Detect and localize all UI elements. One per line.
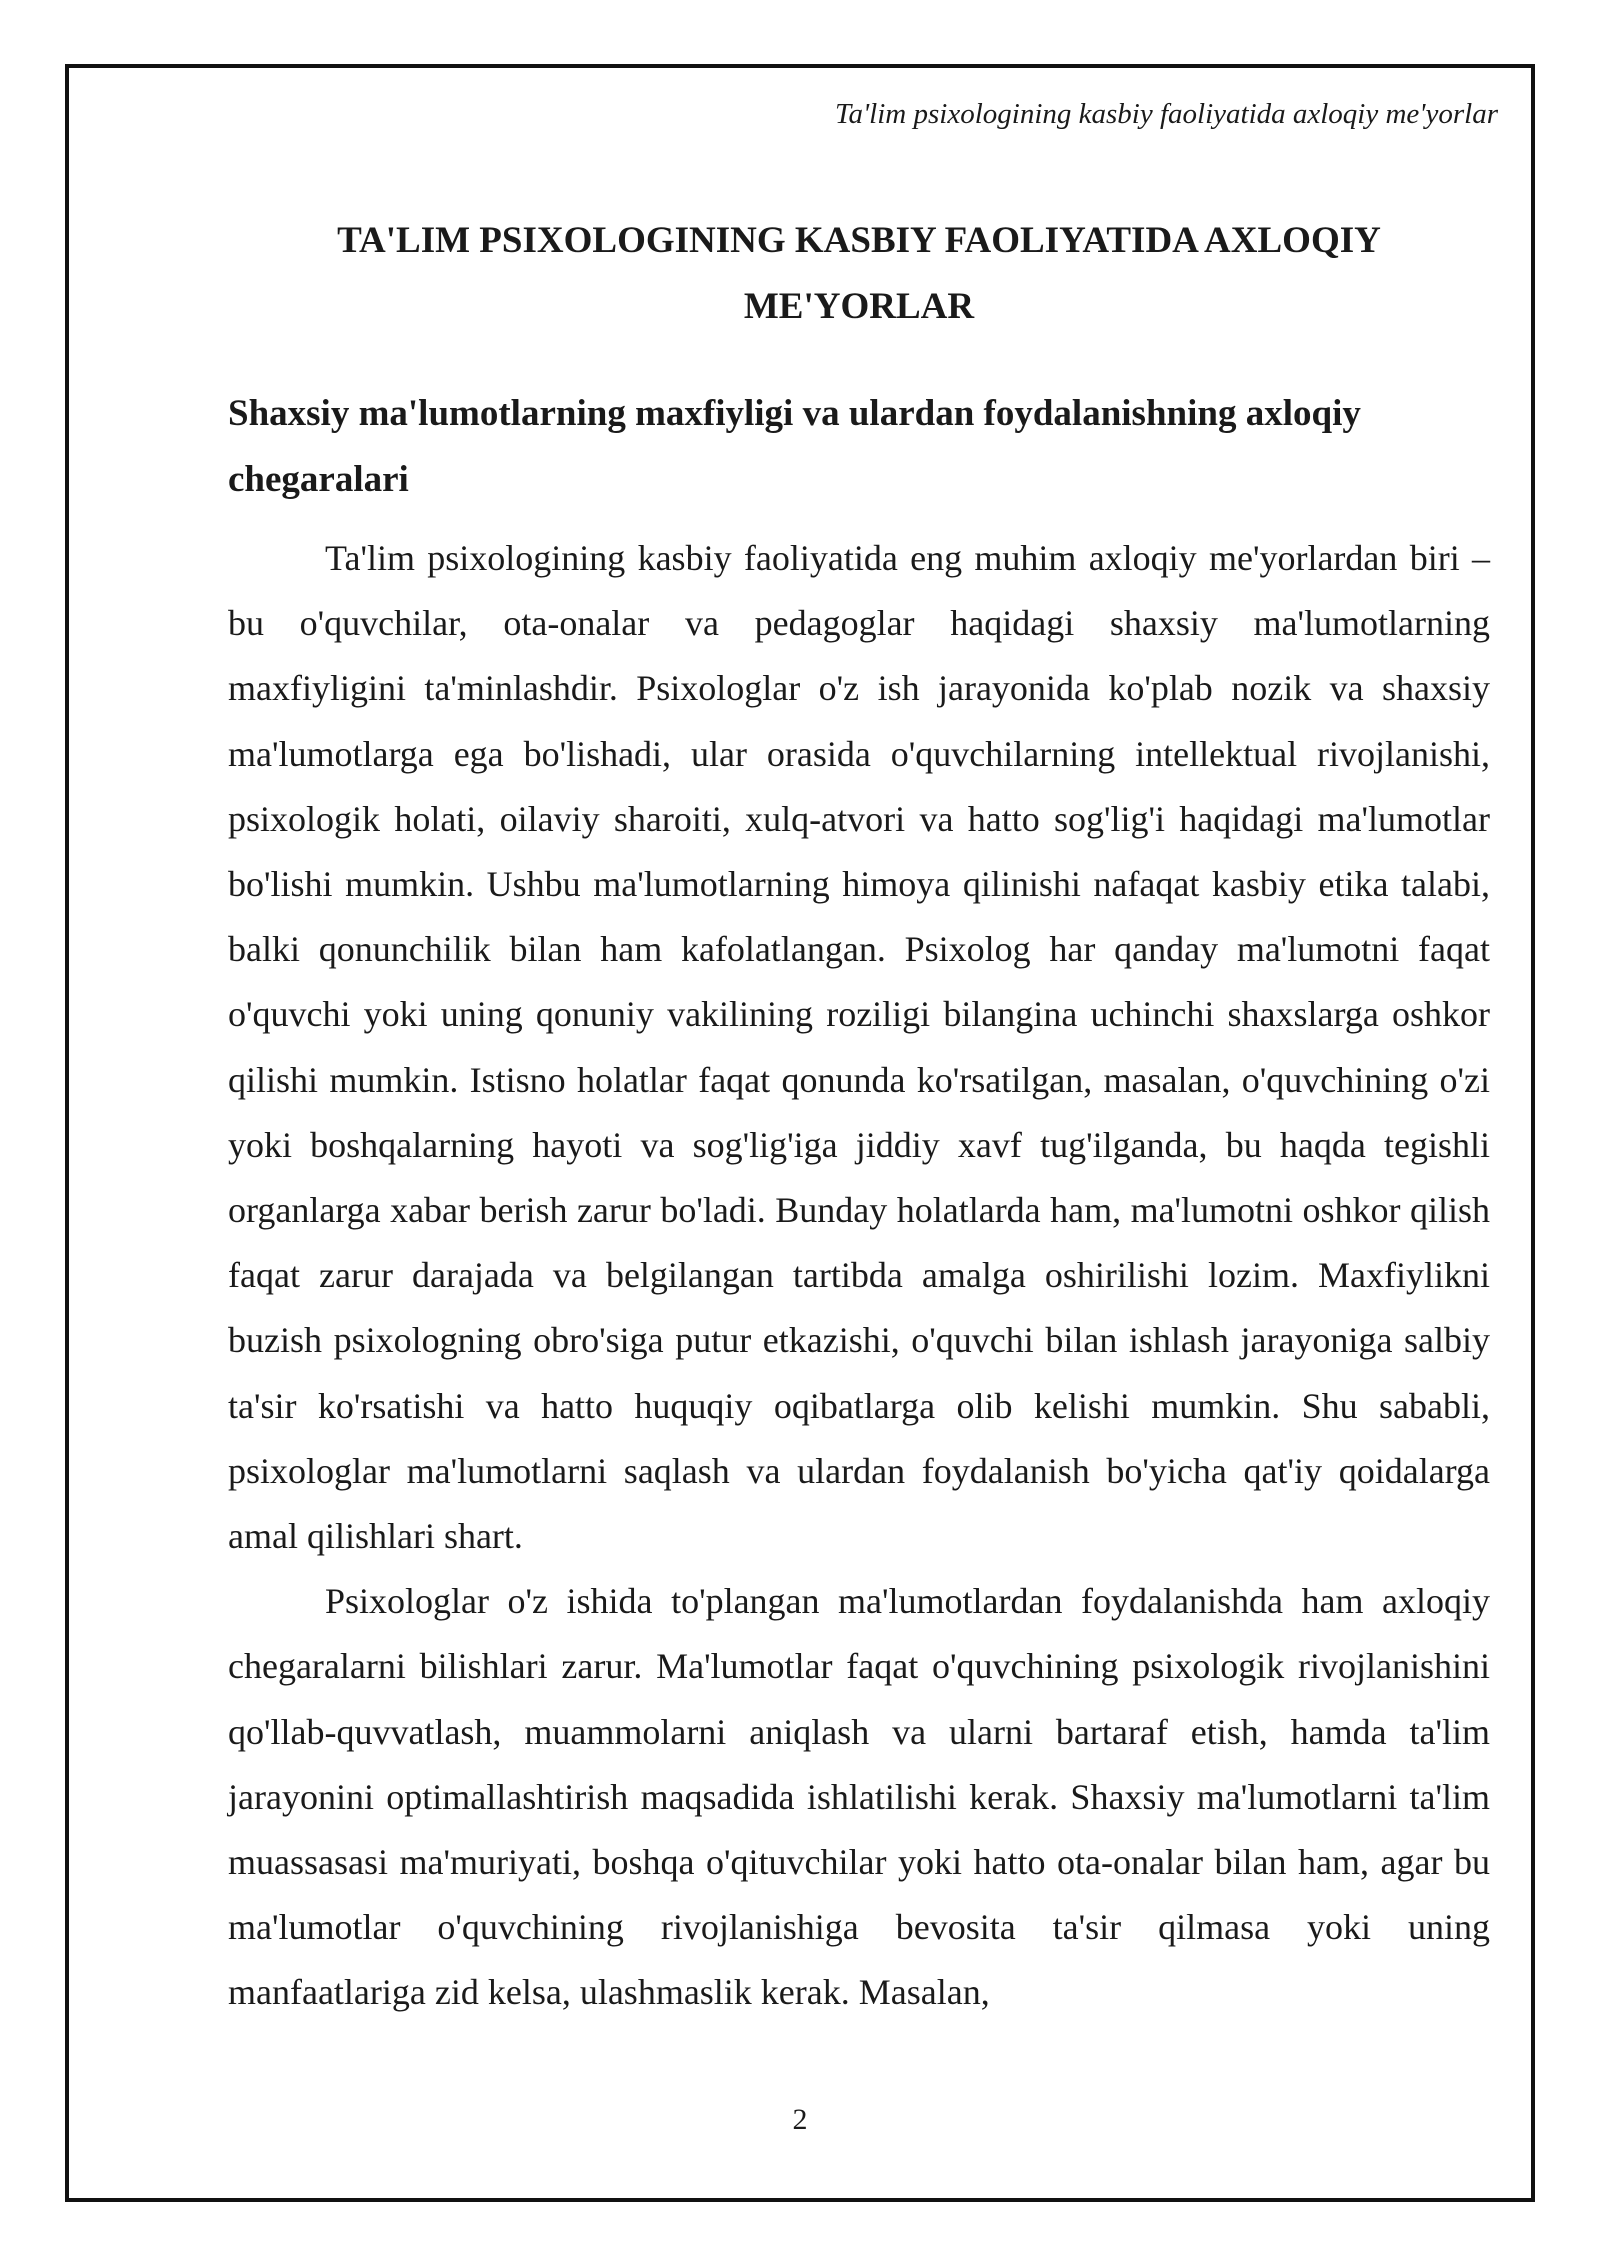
body-text — [228, 526, 1490, 2026]
document-title-line-2: ME'YORLAR — [743, 286, 975, 327]
running-header: Ta'lim psixologining kasbiy faoliyatida axloqiy me'yorlar — [835, 98, 1498, 130]
document-title — [228, 208, 1490, 340]
document-title-line-1: TA'LIM PSIXOLOGINING KASBIY FAOLIYATIDA AXLOQIY — [337, 220, 1381, 261]
page-number: 2 — [792, 2103, 808, 2136]
paragraph-2: Psixologlar o'z ishida to'plangan ma'lumotlardan foydalanishda ham axloqiy chegaralarni bilishlari zarur. Ma'lumotlar faqat o'quvchining psixologik rivojlanishini qo'llab-quvvatlash, muammolarni aniqlash va ularni bartaraf etish, hamda ta'lim jarayonini optimallashtirish maqsadida ishlatilishi kerak. Shaxsiy ma'lumotlarni ta'lim muassasasi ma'muriyati, boshqa o'qituvchilar yoki hatto ota-onalar bilan ham, agar bu ma'lumotlar o'quvchining rivojlanishiga bevosita ta'sir qilmasa yoki uning manfaatlariga zid kelsa, ulashmaslik kerak. Masalan, — [228, 1581, 1490, 2013]
paragraph-1: Ta'lim psixologining kasbiy faoliyatida eng muhim axloqiy me'yorlardan biri – bu o'quvchilar, ota-onalar va pedagoglar haqidagi shaxsiy ma'lumotlarning maxfiyligini ta'minlashdir. Psixologlar o'z ish jarayonida ko'plab nozik va shaxsiy ma'lumotlarga ega bo'lishadi, ular orasida o'quvchilarning intellektual rivojlanishi, psixologik holati, oilaviy sharoiti, xulq-atvori va hatto sog'lig'i haqidagi ma'lumotlar bo'lishi mumkin. Ushbu ma'lumotlarning himoya qilinishi nafaqat kasbiy etika talabi, balki qonunchilik bilan ham kafolatlangan. Psixolog har qanday ma'lumotni faqat o'quvchi yoki uning qonuniy vakilining roziligi bilangina uchinchi shaxslarga oshkor qilishi mumkin. Istisno holatlar faqat qonunda ko'rsatilgan, masalan, o'quvchining o'zi yoki boshqalarning hayoti va sog'lig'iga jiddiy xavf tug'ilganda, bu haqda tegishli organlarga xabar berish zarur bo'ladi. Bunday holatlarda ham, ma'lumotni oshkor qilish faqat zarur darajada va belgilangan tartibda amalga oshirilishi lozim. Maxfiylikni buzish psixologning obro'siga putur etkazishi, o'quvchi bilan ishlash jarayoniga salbiy ta'sir ko'rsatishi va hatto huquqiy oqibatlarga olib kelishi mumkin. Shu sababli, psixologlar ma'lumotlarni saqlash va ulardan foydalanish bo'yicha qat'iy qoidalarga amal qilishlari shart. — [228, 538, 1490, 1557]
section-heading: Shaxsiy ma'lumotlarning maxfiyligi va ulardan foydalanishning axloqiy chegaralari — [228, 393, 1361, 500]
